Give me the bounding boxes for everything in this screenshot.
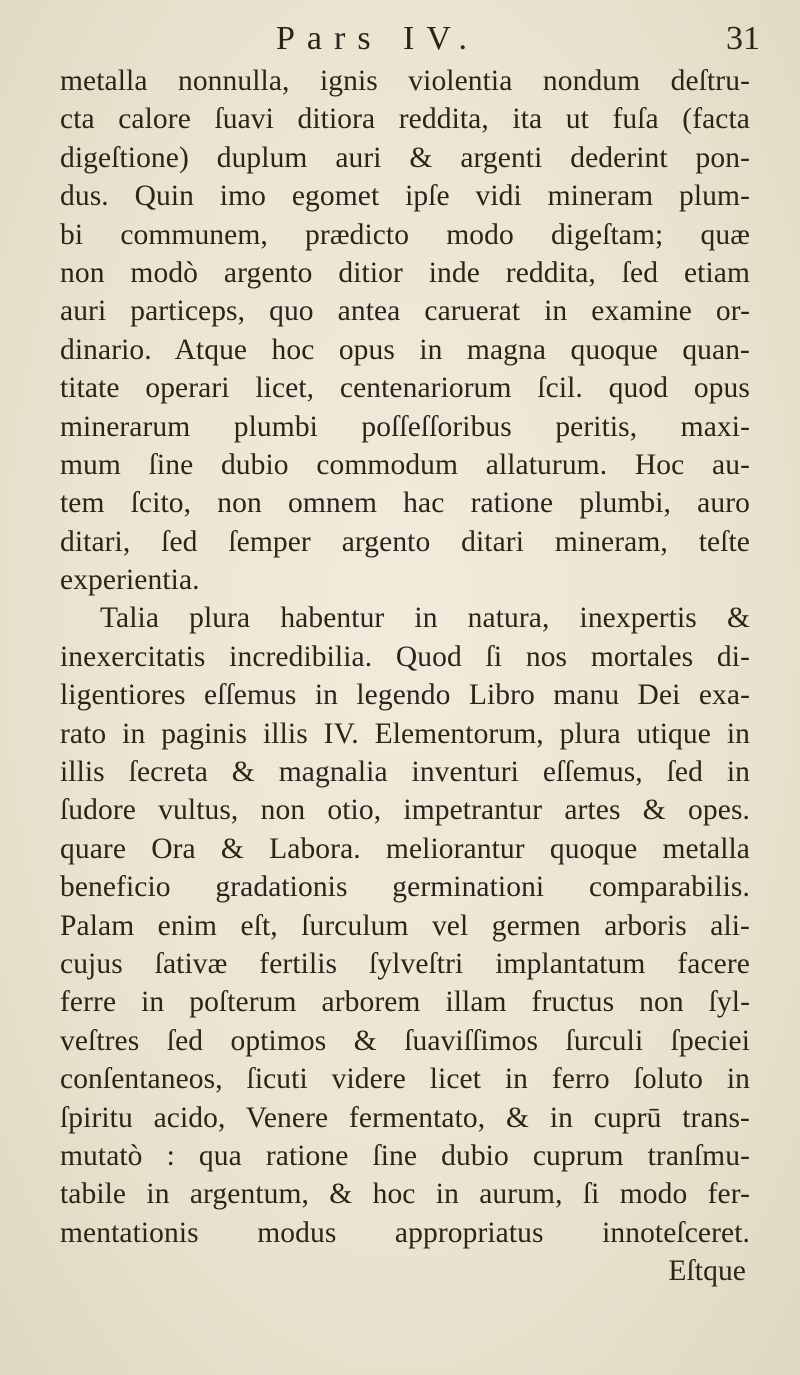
text-line: tem ſcito, non omnem hac ratione plumbi, auro xyxy=(60,487,750,520)
running-head: Pars IV. xyxy=(276,20,480,57)
text-line: illis ſecreta & magnalia inventuri eſſemus, ſed in xyxy=(60,756,750,789)
text-line: quare Ora & Labora. meliorantur quoque metalla xyxy=(60,832,750,865)
text-line: digeſtione) duplum auri & argenti dederint pon- xyxy=(60,141,750,174)
text-line: cujus ſativæ fertilis ſylveſtri implantatum facere xyxy=(60,947,750,980)
text-line: titate operari licet, centenariorum ſcil. quod opus xyxy=(60,372,750,405)
text-line: ligentiores eſſemus in legendo Libro manu Dei exa- xyxy=(60,679,750,712)
page-number: 31 xyxy=(726,20,760,57)
text-line: conſentaneos, ſicuti videre licet in ferro ſoluto in xyxy=(60,1063,750,1096)
text-line: ditari, ſed ſemper argento ditari mineram, teſte xyxy=(60,525,750,558)
body-text xyxy=(60,62,750,1291)
text-line: veſtres ſed optimos & ſuaviſſimos ſurculi ſpeciei xyxy=(60,1024,750,1057)
text-line: tabile in argentum, & hoc in aurum, ſi modo fer- xyxy=(60,1178,750,1211)
text-line: cta calore ſuavi ditiora reddita, ita ut fuſa (facta xyxy=(60,103,750,136)
text-line: metalla nonnulla, ignis violentia nondum deſtru- xyxy=(60,65,750,97)
text-line: minerarum plumbi poſſeſſoribus peritis, maxi- xyxy=(60,410,750,443)
text-line: beneficio gradationis germinationi comparabilis. xyxy=(60,871,750,904)
catchword: Eſtque xyxy=(668,1255,746,1288)
page-header xyxy=(0,14,800,64)
text-line: ſudore vultus, non otio, impetrantur artes & opes. xyxy=(60,794,750,827)
text-line: mum ſine dubio commodum allaturum. Hoc au- xyxy=(60,448,750,481)
text-line: ſpiritu acido, Venere fermentato, & in cuprū trans- xyxy=(60,1101,750,1134)
text-line: dus. Quin imo egomet ipſe vidi mineram plum- xyxy=(60,180,750,213)
text-line: Palam enim eſt, ſurculum vel germen arboris ali- xyxy=(60,909,750,942)
text-line: bi communem, prædicto modo digeſtam; quæ xyxy=(60,218,750,251)
text-line: ferre in poſterum arborem illam fructus non ſyl- xyxy=(60,986,750,1019)
text-line: Talia plura habentur in natura, inexpertis & xyxy=(100,602,750,635)
text-line: mutatò : qua ratione ſine dubio cuprum tranſmu- xyxy=(60,1139,750,1172)
text-line: mentationis modus appropriatus innoteſceret. xyxy=(60,1216,750,1249)
text-line: auri particeps, quo antea caruerat in examine or- xyxy=(60,295,750,328)
text-line: inexercitatis incredibilia. Quod ſi nos mortales di- xyxy=(60,640,750,673)
text-line: dinario. Atque hoc opus in magna quoque quan- xyxy=(60,333,750,366)
text-line: experientia. xyxy=(60,564,200,597)
text-line: non modò argento ditior inde reddita, ſed etiam xyxy=(60,256,750,289)
text-line: rato in paginis illis IV. Elementorum, plura utique in xyxy=(60,717,750,750)
